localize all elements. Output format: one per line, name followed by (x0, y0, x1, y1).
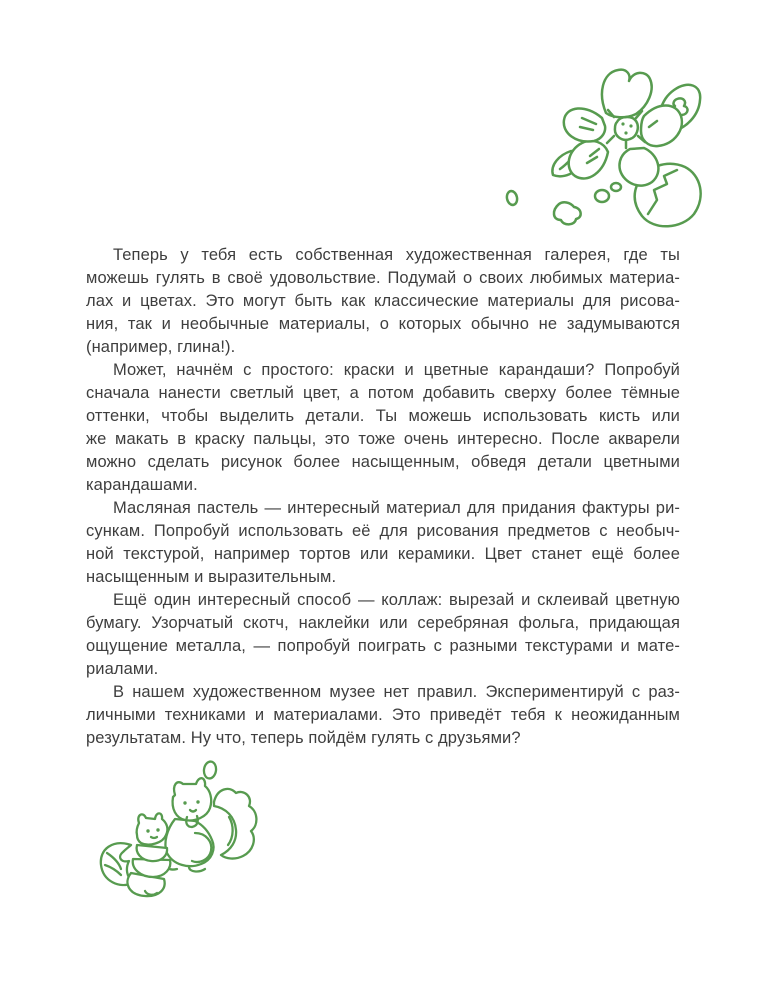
dots-icon (506, 183, 621, 224)
text-line: сначала нанести светлый цвет, а потом добавить сверху более тёмные (86, 384, 680, 402)
text-line: сункам. Попробуй использовать её для рисования предметов с необыч- (86, 522, 680, 540)
flower-illustration (486, 56, 722, 246)
text-line: карандашами. (86, 476, 198, 494)
text-line: результатам. Ну что, теперь пойдём гулять с друзьями? (86, 729, 521, 747)
text-line: Ещё один интересный способ — коллаж: вырезай и склеивай цветную (113, 591, 680, 609)
text-line: ной текстурой, например тортов или керамики. Цвет станет ещё более (86, 545, 680, 563)
text-line: ощущение металла, — попробуй поиграть с разными текстурами и мате- (86, 637, 680, 655)
paragraph (86, 681, 680, 750)
text-line: личными техниками и материалами. Это приведёт тебя к неожиданным (86, 706, 680, 724)
text-line: Теперь у тебя есть собственная художественная галерея, где ты (113, 246, 680, 264)
text-line: Масляная пастель — интересный материал для придания фактуры ри- (113, 499, 680, 517)
text-line: лах и цветах. Это могут быть как классические материалы для рисова- (86, 292, 680, 310)
paragraph (86, 359, 680, 497)
text-line: насыщенным и выразительным. (86, 568, 337, 586)
text-line: ния, так и необычные материалы, о которых обычно не задумываются (86, 315, 680, 333)
text-line: бумагу. Узорчатый скотч, наклейки или серебряная фольга, придающая (86, 614, 680, 632)
text-line: можно сделать рисунок более насыщенным, обведя детали цветными (86, 453, 680, 471)
squirrel-icon (165, 778, 256, 871)
paragraph (86, 244, 680, 359)
body-text (86, 244, 680, 750)
paragraph (86, 589, 680, 681)
text-line: можешь гулять в своё удовольствие. Подумай о своих любимых материа- (86, 269, 680, 287)
paragraph (86, 497, 680, 589)
dot-icon (203, 761, 217, 780)
text-line: оттенки, чтобы выделить детали. Ты можешь использовать кисть или (86, 407, 680, 425)
text-line: Может, начнём с простого: краски и цветные карандаши? Попробуй (113, 361, 680, 379)
text-line: же макать в краску пальцы, это тоже очень интересно. После акварели (86, 430, 680, 448)
animals-illustration (93, 753, 277, 908)
text-line: В нашем художественном музее нет правил. Экспериментируй с раз- (113, 683, 680, 701)
chipmunk-icon (101, 813, 171, 896)
text-line: (например, глина!). (86, 338, 236, 356)
text-line: риалами. (86, 660, 159, 678)
